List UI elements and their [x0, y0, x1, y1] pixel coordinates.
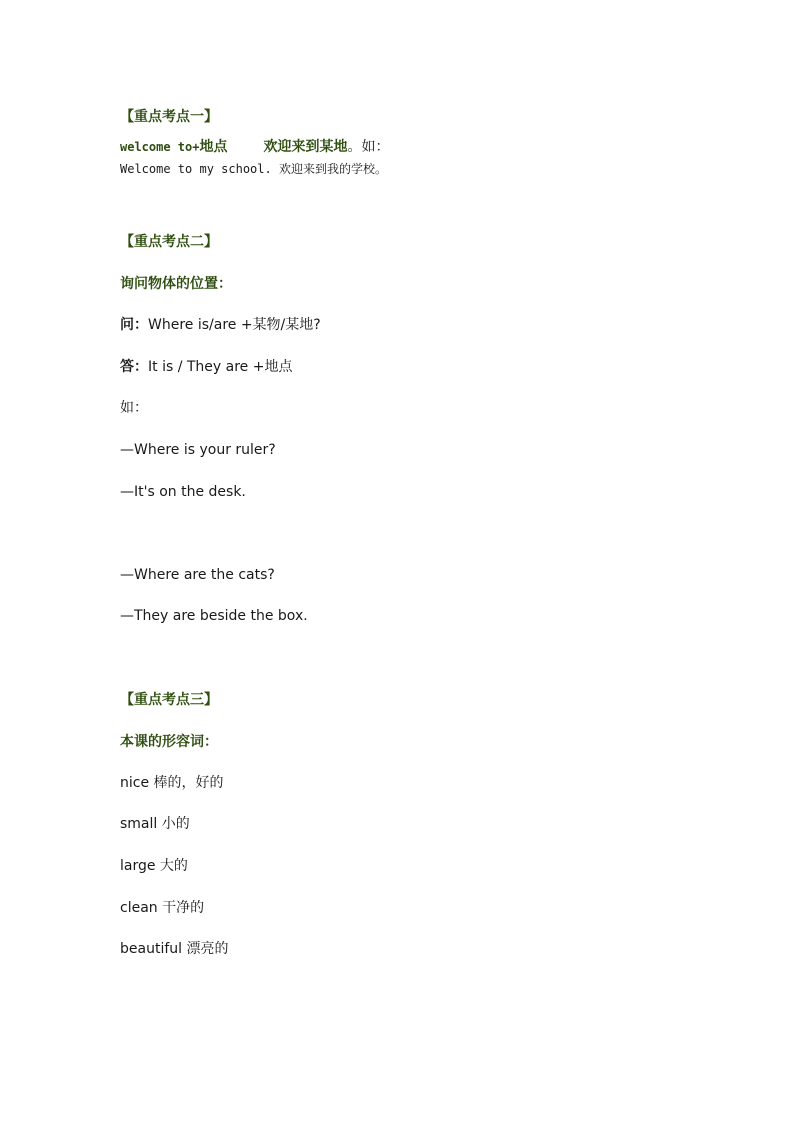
answer-text: It is / They are +地点: [148, 359, 293, 375]
pattern-place: 地点: [199, 139, 228, 155]
pattern-meaning: 欢迎来到某地: [263, 139, 348, 155]
adjective-item: beautiful 漂亮的: [120, 941, 229, 957]
pattern-tail: 。如：: [347, 139, 390, 155]
section-2-heading: 【重点考点二】: [120, 234, 218, 250]
section-3-subtitle: 本课的形容词：: [120, 734, 218, 750]
section-1-pattern: [120, 138, 389, 156]
question-text: Where is/are +某物/某地?: [148, 317, 321, 333]
dialog-line: —It's on the desk.: [120, 484, 246, 500]
question-label: 问：: [120, 317, 148, 333]
section-2-subtitle: 询问物体的位置：: [120, 276, 232, 292]
dialog-line: —Where are the cats?: [120, 567, 275, 583]
section-1-example: Welcome to my school. 欢迎来到我的学校。: [120, 162, 387, 176]
adjective-item: nice 棒的，好的: [120, 775, 224, 791]
pattern-english: welcome to+: [120, 140, 200, 154]
adjective-item: small 小的: [120, 816, 190, 832]
section-1-heading: 【重点考点一】: [120, 109, 218, 125]
answer-line: [120, 358, 292, 376]
adjective-item: large 大的: [120, 858, 188, 874]
dialog-line: —They are beside the box.: [120, 608, 308, 624]
adjective-item: clean 干净的: [120, 900, 205, 916]
question-line: [120, 316, 321, 334]
answer-label: 答：: [120, 359, 148, 375]
dialog-line: —Where is your ruler?: [120, 442, 276, 458]
section-3-heading: 【重点考点三】: [120, 692, 218, 708]
example-label: 如：: [120, 400, 148, 416]
